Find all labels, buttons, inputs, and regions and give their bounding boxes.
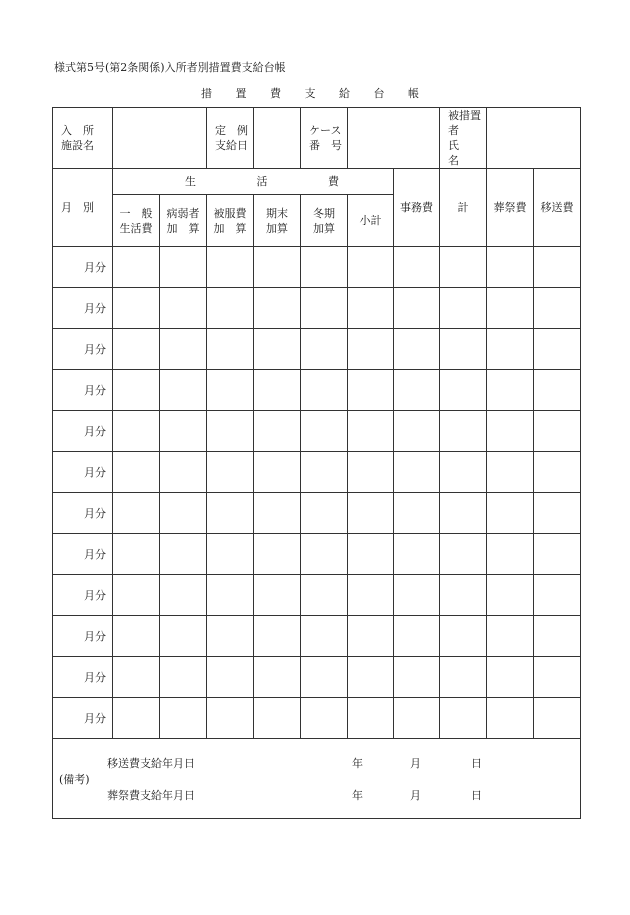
funeral-cell[interactable]: [487, 616, 534, 657]
transport-cell[interactable]: [534, 575, 581, 616]
general-cell[interactable]: [113, 288, 160, 329]
document-title-text: 措 置 費 支 給 台 帳: [201, 87, 429, 100]
office-cell[interactable]: [394, 493, 440, 534]
table-row: [53, 452, 581, 493]
funeral-date-line: [107, 788, 482, 803]
total-cell[interactable]: [440, 452, 487, 493]
month-label: 月分: [53, 452, 113, 493]
sick-cell[interactable]: [160, 698, 207, 739]
yearend-addition-header-line1: 期末: [266, 206, 288, 220]
sick-cell[interactable]: [160, 411, 207, 452]
subtotal-cell[interactable]: [348, 534, 394, 575]
subtotal-cell[interactable]: [348, 575, 394, 616]
funeral-cell[interactable]: [487, 411, 534, 452]
month-label: 月分: [53, 616, 113, 657]
general-cell[interactable]: [113, 616, 160, 657]
transport-cell[interactable]: [534, 329, 581, 370]
table-row: [53, 329, 581, 370]
sick-cell[interactable]: [160, 493, 207, 534]
month-column-header: 月 別: [53, 169, 113, 247]
general-cell[interactable]: [113, 698, 160, 739]
clothing-addition-header: [207, 195, 254, 247]
transport-year-label: 年: [352, 757, 363, 770]
month-label: 月分: [53, 657, 113, 698]
remarks-cell: [53, 739, 581, 819]
subtotal-cell[interactable]: [348, 247, 394, 288]
general-cell[interactable]: [113, 534, 160, 575]
funeral-day-label: 日: [471, 789, 482, 802]
yearend-cell[interactable]: [254, 534, 301, 575]
facility-label-line1: 入 所: [61, 124, 94, 137]
subtotal-cell[interactable]: [348, 616, 394, 657]
form-heading: 様式第5号(第2条関係)入所者別措置費支給台帳: [54, 61, 286, 74]
funeral-cell[interactable]: [487, 575, 534, 616]
total-cell[interactable]: [440, 411, 487, 452]
case-number-label: [301, 108, 348, 169]
winter-cell[interactable]: [301, 370, 348, 411]
office-cell[interactable]: [394, 452, 440, 493]
office-expenses-header: 事務費: [394, 169, 440, 247]
table-row: [53, 698, 581, 739]
table-row: [53, 575, 581, 616]
living-expenses-char-1: 生: [185, 175, 196, 188]
yearend-cell[interactable]: [254, 575, 301, 616]
transport-cell[interactable]: [534, 657, 581, 698]
month-label: 月分: [53, 247, 113, 288]
sick-cell[interactable]: [160, 370, 207, 411]
funeral-cell[interactable]: [487, 247, 534, 288]
winter-addition-header-line1: 冬期: [313, 206, 335, 220]
yearend-cell[interactable]: [254, 698, 301, 739]
winter-cell[interactable]: [301, 247, 348, 288]
winter-cell[interactable]: [301, 411, 348, 452]
sick-addition-header-line1: 病弱者: [166, 206, 200, 220]
general-living-header-line2: 生活費: [119, 221, 153, 235]
total-cell[interactable]: [440, 698, 487, 739]
transport-date-label: 移送費支給年月日: [107, 757, 195, 770]
remarks-label: (備考): [59, 773, 90, 786]
yearend-cell[interactable]: [254, 493, 301, 534]
yearend-addition-header: [254, 195, 301, 247]
office-cell[interactable]: [394, 534, 440, 575]
office-cell[interactable]: [394, 575, 440, 616]
transport-cell[interactable]: [534, 493, 581, 534]
column-header-row-1: [53, 169, 581, 195]
payment-date-label: [207, 108, 254, 169]
clothing-cell[interactable]: [207, 493, 254, 534]
general-cell[interactable]: [113, 247, 160, 288]
funeral-cell[interactable]: [487, 452, 534, 493]
transport-day-label: 日: [471, 757, 482, 770]
transport-month-label: 月: [410, 757, 421, 770]
clothing-addition-header-line2: 加 算: [213, 221, 247, 235]
clothing-cell[interactable]: [207, 452, 254, 493]
yearend-cell[interactable]: [254, 370, 301, 411]
recipient-name-label-line1: 被措置者: [448, 109, 481, 137]
clothing-addition-header-line1: 被服費: [213, 206, 247, 220]
subtotal-cell[interactable]: [348, 329, 394, 370]
winter-cell[interactable]: [301, 657, 348, 698]
subtotal-header: 小計: [348, 195, 394, 247]
general-cell[interactable]: [113, 329, 160, 370]
funeral-cell[interactable]: [487, 698, 534, 739]
office-cell[interactable]: [394, 698, 440, 739]
funeral-date-label: 葬祭費支給年月日: [107, 789, 195, 802]
sick-cell[interactable]: [160, 247, 207, 288]
general-cell[interactable]: [113, 452, 160, 493]
recipient-name-label: [440, 108, 487, 169]
winter-cell[interactable]: [301, 698, 348, 739]
total-cell[interactable]: [440, 370, 487, 411]
clothing-cell[interactable]: [207, 288, 254, 329]
office-cell[interactable]: [394, 247, 440, 288]
table-row: [53, 616, 581, 657]
winter-addition-header: [301, 195, 348, 247]
transport-cell[interactable]: [534, 247, 581, 288]
yearend-cell[interactable]: [254, 247, 301, 288]
office-cell[interactable]: [394, 616, 440, 657]
payment-date-label-line1: 定 例: [215, 124, 248, 137]
subtotal-cell[interactable]: [348, 411, 394, 452]
clothing-cell[interactable]: [207, 575, 254, 616]
sick-cell[interactable]: [160, 329, 207, 370]
case-number-label-line1: ケース: [309, 124, 342, 137]
yearend-cell[interactable]: [254, 288, 301, 329]
recipient-name-field[interactable]: [487, 108, 581, 169]
header-row: [53, 108, 581, 169]
winter-cell[interactable]: [301, 329, 348, 370]
transport-cell[interactable]: [534, 534, 581, 575]
total-cell[interactable]: [440, 616, 487, 657]
winter-cell[interactable]: [301, 493, 348, 534]
table-row: [53, 411, 581, 452]
subtotal-cell[interactable]: [348, 493, 394, 534]
sick-cell[interactable]: [160, 575, 207, 616]
winter-cell[interactable]: [301, 575, 348, 616]
total-header: 計: [440, 169, 487, 247]
transport-date-line: [107, 756, 482, 771]
general-cell[interactable]: [113, 411, 160, 452]
funeral-expenses-header: 葬祭費: [487, 169, 534, 247]
winter-cell[interactable]: [301, 616, 348, 657]
office-cell[interactable]: [394, 370, 440, 411]
general-living-header-line1: 一 般: [119, 206, 153, 220]
sick-cell[interactable]: [160, 452, 207, 493]
month-label: 月分: [53, 575, 113, 616]
document-title: [0, 85, 630, 101]
funeral-cell[interactable]: [487, 370, 534, 411]
table-row: [53, 657, 581, 698]
month-label: 月分: [53, 288, 113, 329]
subtotal-cell[interactable]: [348, 370, 394, 411]
total-cell[interactable]: [440, 329, 487, 370]
subtotal-cell[interactable]: [348, 452, 394, 493]
winter-cell[interactable]: [301, 288, 348, 329]
transport-cell[interactable]: [534, 288, 581, 329]
transport-cell[interactable]: [534, 616, 581, 657]
office-cell[interactable]: [394, 657, 440, 698]
funeral-cell[interactable]: [487, 288, 534, 329]
table-row: [53, 534, 581, 575]
general-cell[interactable]: [113, 575, 160, 616]
total-cell[interactable]: [440, 247, 487, 288]
month-label: 月分: [53, 329, 113, 370]
clothing-cell[interactable]: [207, 370, 254, 411]
transport-cell[interactable]: [534, 452, 581, 493]
subtotal-cell[interactable]: [348, 657, 394, 698]
transport-cell[interactable]: [534, 698, 581, 739]
sick-addition-header: [160, 195, 207, 247]
total-cell[interactable]: [440, 575, 487, 616]
funeral-cell[interactable]: [487, 329, 534, 370]
facility-label: [53, 108, 113, 169]
living-expenses-char-2: 活: [256, 175, 268, 188]
yearend-cell[interactable]: [254, 616, 301, 657]
payment-date-label-line2: 支給日: [215, 139, 248, 152]
table-row: [53, 493, 581, 534]
yearend-cell[interactable]: [254, 657, 301, 698]
office-cell[interactable]: [394, 288, 440, 329]
funeral-cell[interactable]: [487, 534, 534, 575]
transport-expenses-header: 移送費: [534, 169, 581, 247]
month-label: 月分: [53, 370, 113, 411]
table-row: [53, 247, 581, 288]
yearend-cell[interactable]: [254, 329, 301, 370]
total-cell[interactable]: [440, 288, 487, 329]
office-cell[interactable]: [394, 329, 440, 370]
clothing-cell[interactable]: [207, 616, 254, 657]
funeral-cell[interactable]: [487, 657, 534, 698]
facility-label-line2: 施設名: [61, 139, 94, 152]
winter-addition-header-line2: 加算: [313, 221, 335, 235]
transport-cell[interactable]: [534, 411, 581, 452]
total-cell[interactable]: [440, 493, 487, 534]
subtotal-cell[interactable]: [348, 698, 394, 739]
remarks-row: [53, 739, 581, 819]
clothing-cell[interactable]: [207, 657, 254, 698]
yearend-cell[interactable]: [254, 452, 301, 493]
recipient-name-label-line2: 氏 名: [448, 139, 481, 167]
clothing-cell[interactable]: [207, 247, 254, 288]
month-label: 月分: [53, 493, 113, 534]
clothing-cell[interactable]: [207, 411, 254, 452]
general-cell[interactable]: [113, 657, 160, 698]
ledger-table: [52, 107, 581, 819]
yearend-addition-header-line2: 加算: [266, 221, 288, 235]
office-cell[interactable]: [394, 411, 440, 452]
living-expenses-header: [113, 169, 394, 195]
winter-cell[interactable]: [301, 452, 348, 493]
total-cell[interactable]: [440, 534, 487, 575]
month-label: 月分: [53, 411, 113, 452]
funeral-year-label: 年: [352, 789, 363, 802]
living-expenses-char-3: 費: [328, 175, 339, 188]
facility-name-field[interactable]: [113, 108, 207, 169]
clothing-cell[interactable]: [207, 698, 254, 739]
sick-addition-header-line2: 加 算: [166, 221, 200, 235]
total-cell[interactable]: [440, 657, 487, 698]
funeral-cell[interactable]: [487, 493, 534, 534]
month-rows: [53, 247, 581, 739]
general-cell[interactable]: [113, 493, 160, 534]
subtotal-cell[interactable]: [348, 288, 394, 329]
month-label: 月分: [53, 698, 113, 739]
payment-date-field[interactable]: [254, 108, 301, 169]
case-number-label-line2: 番 号: [309, 139, 342, 152]
sick-cell[interactable]: [160, 534, 207, 575]
funeral-month-label: 月: [410, 789, 421, 802]
sick-cell[interactable]: [160, 657, 207, 698]
month-label: 月分: [53, 534, 113, 575]
clothing-cell[interactable]: [207, 329, 254, 370]
winter-cell[interactable]: [301, 534, 348, 575]
case-number-field[interactable]: [348, 108, 440, 169]
clothing-cell[interactable]: [207, 534, 254, 575]
sick-cell[interactable]: [160, 616, 207, 657]
table-row: [53, 370, 581, 411]
general-living-header: [113, 195, 160, 247]
yearend-cell[interactable]: [254, 411, 301, 452]
sick-cell[interactable]: [160, 288, 207, 329]
general-cell[interactable]: [113, 370, 160, 411]
table-row: [53, 288, 581, 329]
transport-cell[interactable]: [534, 370, 581, 411]
